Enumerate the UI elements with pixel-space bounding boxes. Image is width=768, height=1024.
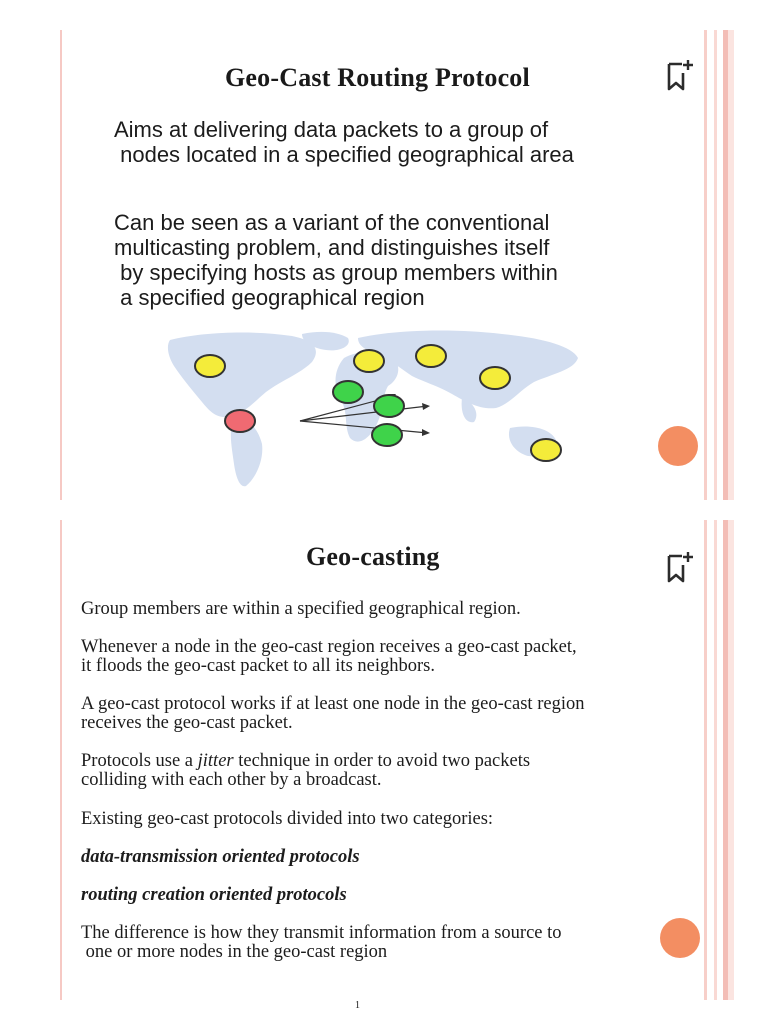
text-jitter-post: technique in order to avoid two packets — [233, 751, 531, 771]
slide-edge-decoration — [696, 30, 734, 500]
orange-marker-dot[interactable] — [658, 426, 698, 466]
para-aims-line-2: nodes located in a specified geographical area — [114, 142, 574, 167]
slide-geo-cast-routing-protocol — [60, 30, 734, 500]
text-group-members: Group members are within a specified geographical region. — [81, 599, 521, 619]
para-variant-line-1: Can be seen as a variant of the conventional — [114, 210, 550, 235]
group-member-node — [354, 350, 384, 372]
text-jitter-pre: Protocols use a — [81, 751, 198, 771]
category-data-transmission: data-transmission oriented protocols — [81, 847, 360, 867]
group-member-node — [480, 367, 510, 389]
page-number: 1 — [355, 1000, 360, 1011]
text-jitter-emphasis: jitter — [197, 751, 234, 771]
para-variant-line-4: a specified geographical region — [114, 285, 425, 310]
world-map-diagram — [162, 328, 582, 488]
geocast-region-node — [372, 424, 402, 446]
slide-title: Geo-Cast Routing Protocol — [225, 63, 530, 92]
group-member-node — [195, 355, 225, 377]
text-whenever-line-2: it floods the geo-cast packet to all its neighbors. — [81, 656, 435, 676]
geocast-region-node — [333, 381, 363, 403]
text-difference-line-1: The difference is how they transmit information from a source to — [81, 923, 562, 943]
text-jitter-line-1 — [81, 751, 530, 771]
bookmark-add-icon[interactable] — [664, 58, 694, 92]
text-protocol-works-line-2: receives the geo-cast packet. — [81, 713, 293, 733]
text-protocol-works-line-1: A geo-cast protocol works if at least one node in the geo-cast region — [81, 694, 585, 714]
bookmark-add-icon[interactable] — [664, 550, 694, 584]
source-node — [225, 410, 255, 432]
slide-edge-decoration — [696, 520, 734, 1000]
slide-geo-casting — [60, 520, 734, 1000]
text-difference-line-2: one or more nodes in the geo-cast region — [81, 942, 388, 962]
geocast-region-node — [374, 395, 404, 417]
text-categories-intro: Existing geo-cast protocols divided into two categories: — [81, 809, 494, 829]
group-member-node — [531, 439, 561, 461]
para-variant-line-3: by specifying hosts as group members within — [114, 260, 558, 285]
group-member-node — [416, 345, 446, 367]
text-jitter-line-2: colliding with each other by a broadcast. — [81, 770, 382, 790]
orange-marker-dot[interactable] — [660, 918, 700, 958]
category-routing-creation: routing creation oriented protocols — [81, 885, 347, 905]
text-whenever-line-1: Whenever a node in the geo-cast region receives a geo-cast packet, — [81, 637, 577, 657]
para-aims-line-1: Aims at delivering data packets to a group of — [114, 117, 549, 142]
slide-title: Geo-casting — [306, 542, 440, 571]
para-variant-line-2: multicasting problem, and distinguishes itself — [114, 235, 550, 260]
